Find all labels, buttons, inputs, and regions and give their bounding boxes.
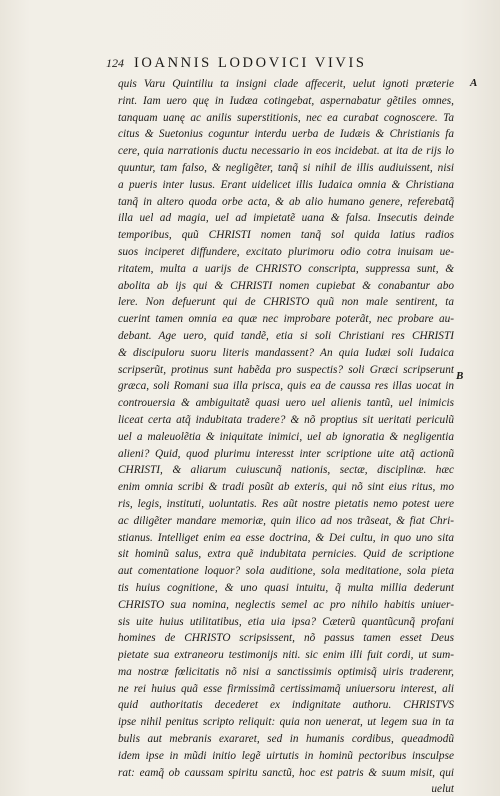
text-line: & discipuloru suoru literis mandassent? An quia Iudæi soli Iudaica [118, 346, 454, 359]
text-line: alieni? Quid, quod plurimu interesst inter scriptione uite atq̃ actionũ [118, 447, 454, 460]
text-line: homines de CHRISTO scripsissent, nõ passus tamen esset Deus [118, 632, 454, 645]
text-line: quid authoritatis decederet ex indignitate authoru. CHRISTVS [118, 699, 454, 712]
text-line: controuersia & ambiguitatẽ quasi uero uel alienis tantũ, uel inimicis [118, 397, 454, 410]
text-line: temporibus, quũ CHRISTI nomen tanq̃ sol quida latius radios [118, 229, 454, 242]
running-title: IOANNIS LODOVICI VIVIS [134, 55, 367, 71]
text-line: sit hominũ salus, extra quẽ indubitata pernicies. Quid de scriptione [118, 548, 454, 561]
text-line: uel a maleuolẽtia & iniquitate inimici, uel ab ignoratia & negligentia [118, 430, 454, 443]
text-line: idem ipse in mũdi initio legẽ uirtutis in hominũ pectoribus insculpse [118, 749, 454, 762]
text-line: debant. Age uero, quid tandẽ, etia si soli Christiani res CHRISTI [118, 329, 454, 342]
text-line: ritatem, multa a uarijs de CHRISTO conscripta, suppressa sunt, & [118, 262, 454, 275]
text-line: stianus. Intelliget enim ea esse doctrina, & Dei cultu, in quo uno sita [118, 531, 454, 544]
text-line: citus & Suetonius coguntur interdu uerba de Iudæis & Christianis fa [118, 128, 454, 141]
text-line: cere, quia narrationis ductu necessario in eos incidebat. at ita de rijs lo [118, 145, 454, 158]
text-line: rint. Iam uero quę in Iudæa cotingebat, aspernabatur gẽtiles omnes, [118, 94, 454, 107]
text-line: ac diligẽter mandare memoriæ, quin ilico ad nos trãseat, & fiat Chri- [118, 514, 454, 527]
page-header [106, 56, 466, 74]
text-line: tis huius cognitione, & uno quasi intuitu, q̃ multa millia dederunt [118, 581, 454, 594]
text-line: suos inciperet diffundere, excitato plurimoru odio cotra inuisam ue- [118, 245, 454, 258]
margin-letter-b: B [456, 370, 464, 382]
text-line: cuerint tamen omnia ea quæ nec improbare poterãt, nec probare au- [118, 313, 454, 326]
text-line: abolita ab ijs qui & CHRISTI nomen cupiebat & conabantur abo [118, 279, 454, 292]
text-line: lere. Non defuerunt qui de CHRISTO quũ non male sentirent, ta [118, 296, 454, 309]
body-text [118, 76, 454, 796]
text-line: bulis aut mebranis exararet, sed in humanis cordibus, queadmodũ [118, 733, 454, 746]
text-line: sis uite huius utilitatibus, etia uia ipsa? Cæterũ quantũcunq̃ profani [118, 615, 454, 628]
text-line: quuntur, tam falso, & negligẽter, tanq̃ si nihil de illis audiuissent, nisi [118, 161, 454, 174]
text-line: ne rei huius quã esse firmissimã certissimamq̃ uniuersoru interest, ali [118, 682, 454, 695]
margin-letter-a: A [470, 77, 478, 89]
text-line: aut comentatione loquor? sola auditione, sola meditatione, sola pieta [118, 565, 454, 578]
text-line: CHRISTI, & aliarum cuiuscunq̃ nationis, sectæ, disciplinæ. hæc [118, 464, 454, 477]
text-line: illa uel ad magia, uel ad impietatẽ uana & falsa. Insecutis deinde [118, 212, 454, 225]
page-number: 124 [106, 56, 124, 70]
text-line: græca, soli Romani sua illa prisca, quis ea de caussa res illas uocat in [118, 380, 454, 393]
text-line: liceat certa atq̃ indubitata tradere? & nõ proptius sit ueritati periculũ [118, 413, 454, 426]
text-line: uelut [431, 783, 454, 796]
text-line: quis Varu Quintiliu ta insigni clade affecerit, uelut ignoti præterie [118, 78, 454, 90]
text-line: ris, legis, instituti, uoluntatis. Res aũt nostre pietatis nemo potest uere [118, 497, 454, 510]
text-line: tanq̃ in altero quoda orbe acta, & ab alio humano genere, referebatq̃ [118, 195, 454, 208]
text-line: scripserũt, protinus sunt habẽda pro suspectis? soli Græci scripserunt [118, 363, 454, 376]
text-line: a pueris inter lusus. Erant uidelicet illis Iudaica omnia & Christiana [118, 178, 454, 191]
text-line: ma nostræ fœlicitatis nõ nisi a sanctissimis optimisq̃ uiris traderenr, [118, 665, 454, 678]
text-line: ipse nihil penitus scripto reliquit: quia non uenerat, ut legem sua in ta [118, 716, 454, 729]
text-line: tanquam uanę ac anilis superstitionis, nec ea curabat cognoscere. Ta [118, 111, 454, 124]
text-line: rat: eamq̃ ob caussam spiritu sanctũ, hoc est patris & suum misit, qui [118, 766, 454, 779]
text-line: CHRISTO sua nomina, neglectis semel ac pro nihilo habitis uniuer- [118, 598, 454, 611]
text-line: pietate sua extraneoru testimonijs niti. sic enim illi fuit cordi, ut sum- [118, 649, 454, 662]
text-line: enim omnia scribi & tradi posũt ab exteris, qui nõ sint eius ritus, mo [118, 481, 454, 494]
